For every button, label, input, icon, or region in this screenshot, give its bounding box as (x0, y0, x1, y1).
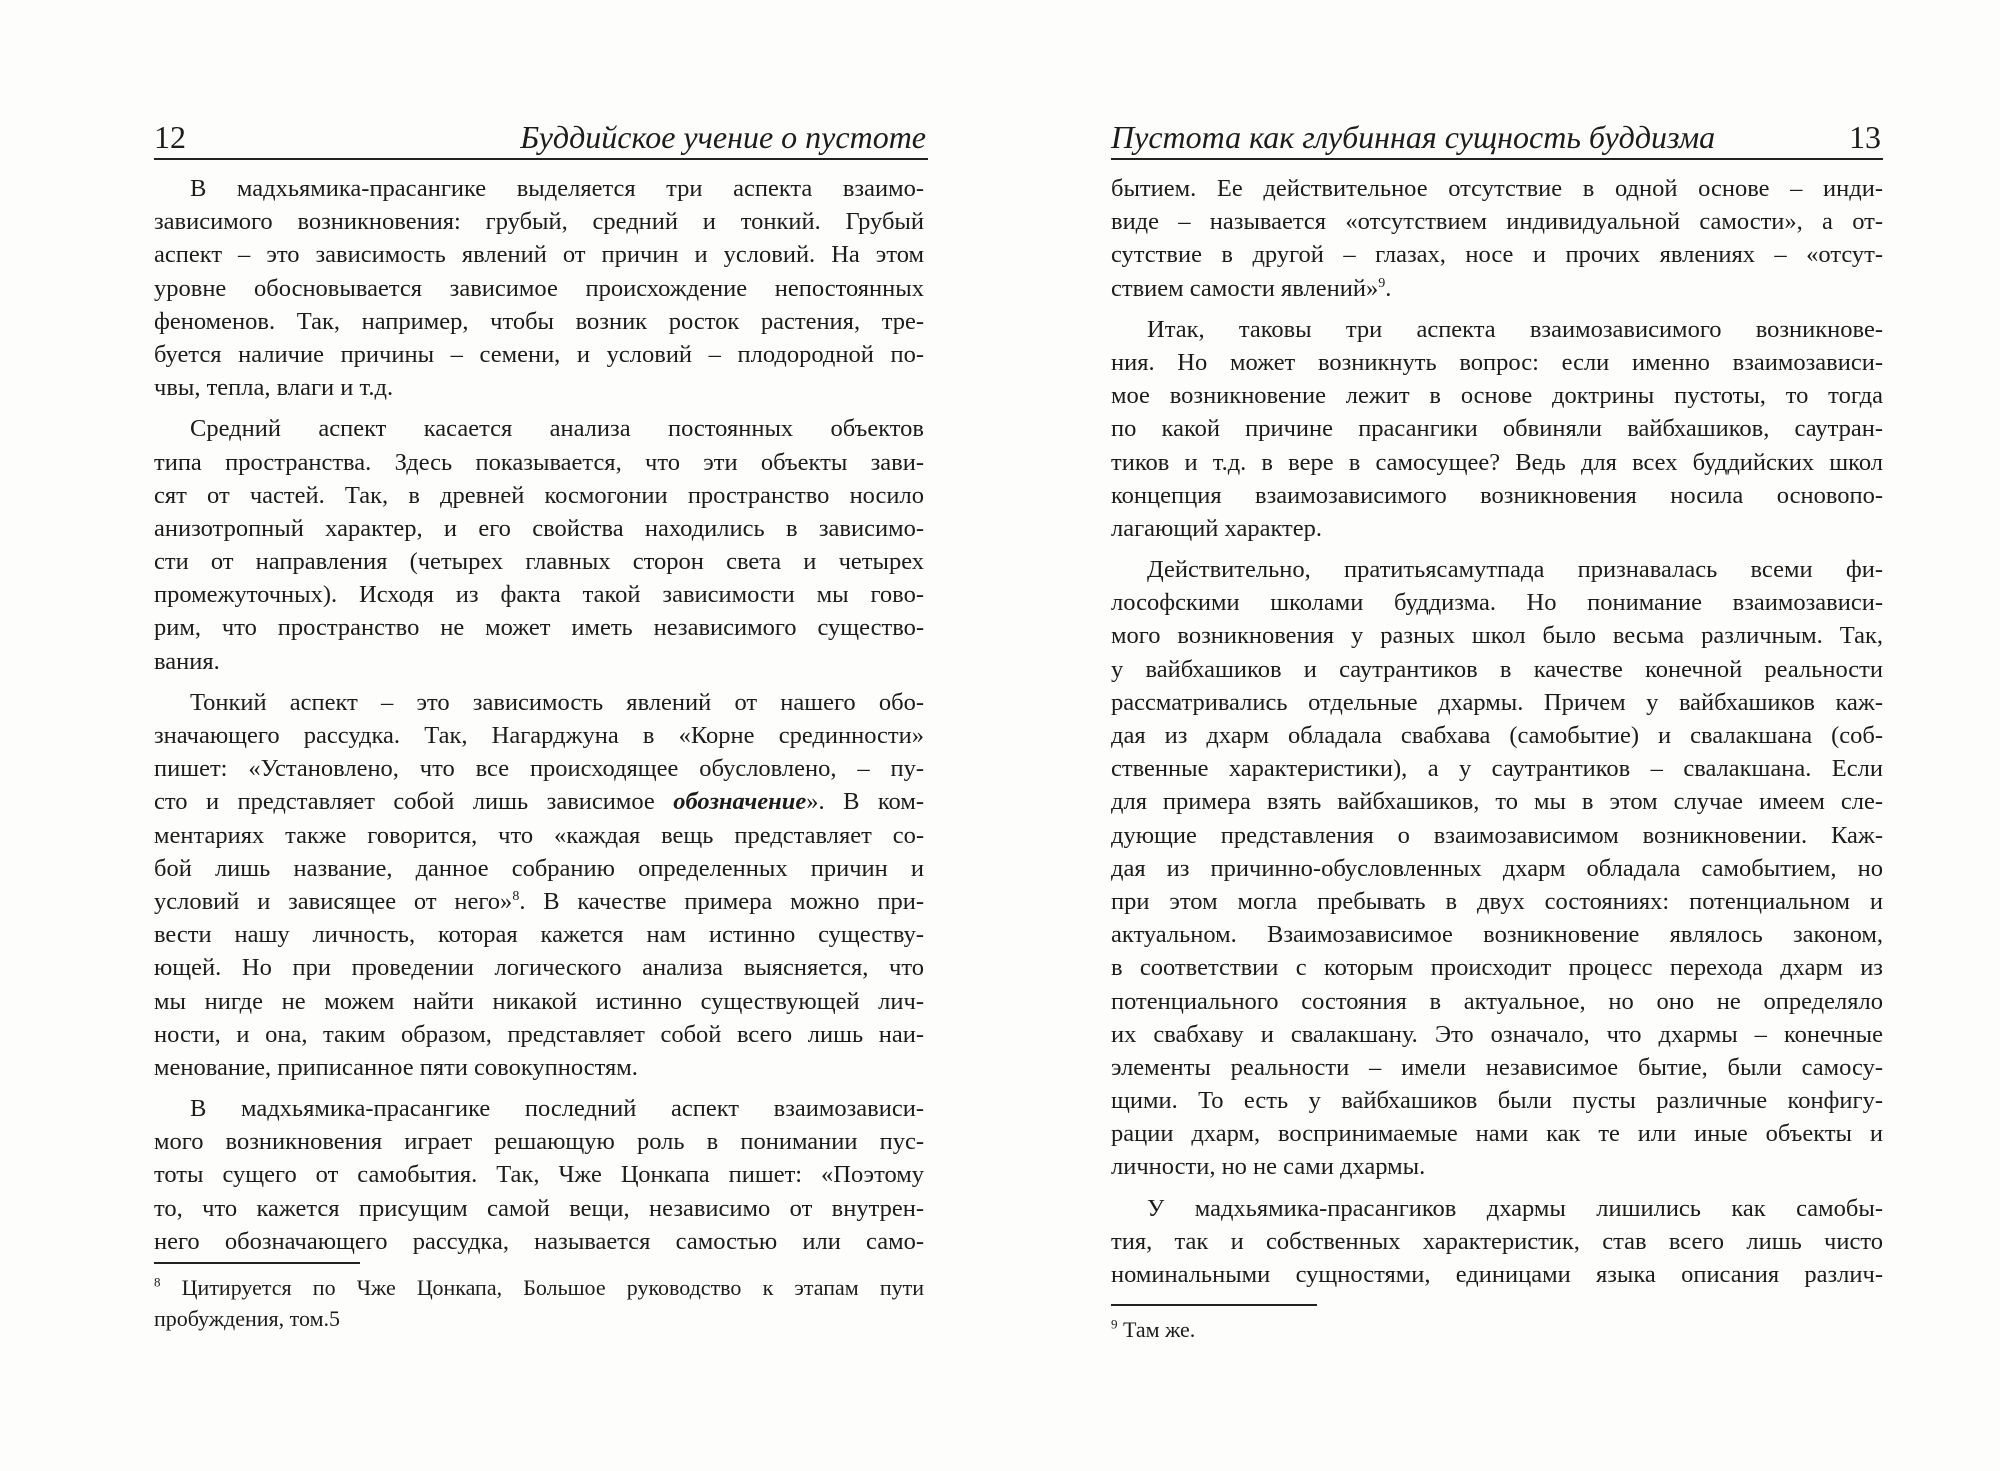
text-line: промежуточных). Исходя из факта такой зависимости мы гово- (154, 581, 924, 609)
text-line: рации дхарм, воспринимаемые нами как те или иные объекты и (1111, 1120, 1883, 1148)
text-line: потенциального состояния в актуальное, но оно не определяло (1111, 987, 1883, 1015)
paragraph-gap (154, 404, 924, 412)
text-line: у вайбхашиков и саутрантиков в качестве конечной реальности (1111, 655, 1883, 683)
text-line: в соответствии с которым происходит процесс перехода дхарм из (1111, 954, 1883, 982)
paragraph-gap (154, 678, 924, 686)
text-line: мое возникновение лежит в основе доктрины пустоты, то тогда (1111, 382, 1883, 410)
text-line: ментариях также говорится, что «каждая вещь представляет со- (154, 821, 924, 849)
emphasis: обозначение (673, 788, 807, 816)
text-line: элементы реальности – имели независимое бытие, были самосу- (1111, 1053, 1883, 1081)
text-line: В мадхьямика-прасангике выделяется три аспекта взаимо- (190, 175, 924, 202)
text-line: виде – называется «отсутствием индивидуальной самости», а от- (1111, 208, 1883, 236)
footnote-rule (1111, 1304, 1317, 1306)
text-line: сят от частей. Так, в древней космогонии пространство носило (154, 481, 924, 509)
running-title: Пустота как глубинная сущность буддизма (1111, 119, 1716, 155)
footnote-reference: 8 (512, 888, 520, 904)
text-line: мого возникновения играет решающую роль в понимании пус- (154, 1128, 924, 1156)
text-line: В мадхьямика-прасангике последний аспект взаимозависи- (190, 1095, 924, 1123)
text-line: Итак, таковы три аспекта взаимозависимого возникнове- (1147, 315, 1883, 343)
text-line: буется наличие причины – семени, и условий – плодородной по- (154, 340, 924, 368)
paragraph-gap (154, 1084, 924, 1092)
text-line: концепция взаимозависимого возникновения носила основопо- (1111, 481, 1883, 509)
text-line: щими. То есть у вайбхашиков были пусты различные конфигу- (1111, 1087, 1883, 1115)
text-line: сти от направления (четырех главных сторон света и четырех (154, 548, 924, 576)
text-line: сутствие в другой – глазах, носе и прочих явлениях – «отсут- (1111, 241, 1883, 269)
text-line: тоты сущего от самобытия. Так, Чже Цонкапа пишет: «Поэтому (154, 1161, 924, 1189)
text-line: значающего рассудка. Так, Нагарджуна в «Корне срединности» (154, 722, 924, 749)
text-line: аспект – это зависимость явлений от причин и условий. На этом (154, 241, 924, 269)
text-line: бытием. Ее действительное отсутствие в одной основе – инди- (1111, 175, 1883, 202)
footnote (1111, 1314, 1883, 1345)
text-line: дующие представления о взаимозависимом возникновении. Каж- (1111, 821, 1883, 849)
text-line: ствием самости явлений»$^9$. (1111, 274, 1392, 302)
text-line: сто и представляет собой лишь зависимое обозначение». В ком- (154, 788, 924, 816)
text-line: чвы, тепла, влаги и т.д. (154, 374, 394, 402)
text-line: Тонкий аспект – это зависимость явлений от нашего обо- (190, 688, 924, 716)
footnote (154, 1272, 924, 1334)
footnote-mark: 9 (1111, 1316, 1118, 1332)
text-line: дая из дхарм обладала свабхава (самобытие) и свалакшана (соб- (1111, 722, 1883, 749)
paragraph-gap (1111, 305, 1883, 313)
text-line: дая из причинно-обусловленных дхарм обладала самобытием, но (1111, 854, 1883, 882)
text-line: менование, приписанное пяти совокупностям. (154, 1053, 638, 1081)
text-line: Средний аспект касается анализа постоянных объектов (190, 415, 924, 443)
paragraph-gap (1111, 545, 1883, 553)
page-number: 12 (154, 119, 186, 155)
text-line: анизотропный характер, и его свойства находились в зависимо- (154, 514, 924, 542)
text-line: при этом могла пребывать в двух состояниях: потенциальном и (1111, 887, 1883, 915)
text-line: то, что кажется присущим самой вещи, независимо от внутрен- (154, 1194, 924, 1222)
text-line: их свабхаву и свалакшану. Это означало, что дхармы – конечные (1111, 1020, 1883, 1048)
text-line: по какой причине прасангики обвиняли вайбхашиков, саутран- (1111, 415, 1883, 443)
running-title: Буддийское учение о пустоте (520, 119, 926, 155)
text-line: Действительно, пратитьясамутпада признавалась всеми фи- (1147, 556, 1883, 584)
left-page-body (154, 172, 924, 1258)
text-line: ющей. Но при проведении логического анализа выясняется, что (154, 954, 924, 982)
footnote-line: $^9$ Там же. (1111, 1316, 1196, 1342)
text-line: рассматривались отдельные дхармы. Причем у вайбхашиков каж- (1111, 688, 1883, 716)
text-line: феноменов. Так, например, чтобы возник росток растения, тре- (154, 307, 924, 335)
text-line: бой лишь название, данное собранию определенных причин и (154, 854, 924, 882)
right-page-header (1111, 116, 1883, 160)
text-line: зависимого возникновения: грубый, средний и тонкий. Грубый (154, 208, 924, 236)
text-line: актуальном. Взаимозависимое возникновение являлось законом, (1111, 921, 1883, 949)
text-line: тиков и т.д. в вере в самосущее? Ведь для всех буддийских школ (1111, 448, 1883, 476)
text-line: лософскими школами буддизма. Но понимание взаимозависи- (1111, 589, 1883, 617)
text-line: условий и зависящее от него»$^8$. В качестве примера можно при- (154, 887, 924, 915)
text-line: ственные характеристики), а у саутрантиков – свалакшана. Если (1111, 755, 1883, 783)
text-line: рим, что пространство не может иметь независимого существо- (154, 614, 924, 642)
right-page-body (1111, 172, 1883, 1291)
text-line: тия, так и собственных характеристик, став всего лишь чисто (1111, 1227, 1883, 1255)
text-line: уровне обосновывается зависимое происхождение непостоянных (154, 274, 924, 302)
right-page (1000, 0, 2000, 1471)
text-line: мы нигде не можем найти никакой истинно существующей лич- (154, 987, 924, 1015)
left-page-header (154, 116, 928, 160)
page-number: 13 (1849, 119, 1881, 155)
text-line: типа пространства. Здесь показывается, что эти объекты зави- (154, 448, 924, 476)
text-line: пишет: «Установлено, что все происходящее обусловлено, – пу- (154, 755, 924, 783)
footnote-line: пробуждения, том.5 (154, 1306, 340, 1331)
footnote-line: $^8$ Цитируется по Чже Цонкапа, Большое руководство к этапам пути (154, 1274, 924, 1300)
text-line: номинальными сущностями, единицами языка описания различ- (1111, 1261, 1883, 1288)
text-line: вести нашу личность, которая кажется нам истинно существу- (154, 921, 924, 949)
footnote-mark: 8 (154, 1274, 161, 1290)
text-line: него обозначающего рассудка, называется самостью или само- (154, 1227, 924, 1255)
footnote-rule (154, 1262, 360, 1264)
footnote-reference: 9 (1378, 275, 1386, 291)
paragraph-gap (1111, 1184, 1883, 1192)
text-line: вания. (154, 647, 220, 675)
text-line: ния. Но может возникнуть вопрос: если именно взаимозависи- (1111, 348, 1883, 376)
text-line: У мадхьямика-прасангиков дхармы лишились как самобы- (1147, 1194, 1883, 1222)
text-line: мого возникновения у разных школ было весьма различным. Так, (1111, 622, 1883, 650)
text-line: ности, и она, таким образом, представляет собой всего лишь наи- (154, 1020, 924, 1048)
text-line: лагающий характер. (1111, 514, 1323, 542)
text-line: для примера взять вайбхашиков, то мы в этом случае имеем сле- (1111, 788, 1883, 816)
text-line: личности, но не сами дхармы. (1111, 1153, 1426, 1181)
